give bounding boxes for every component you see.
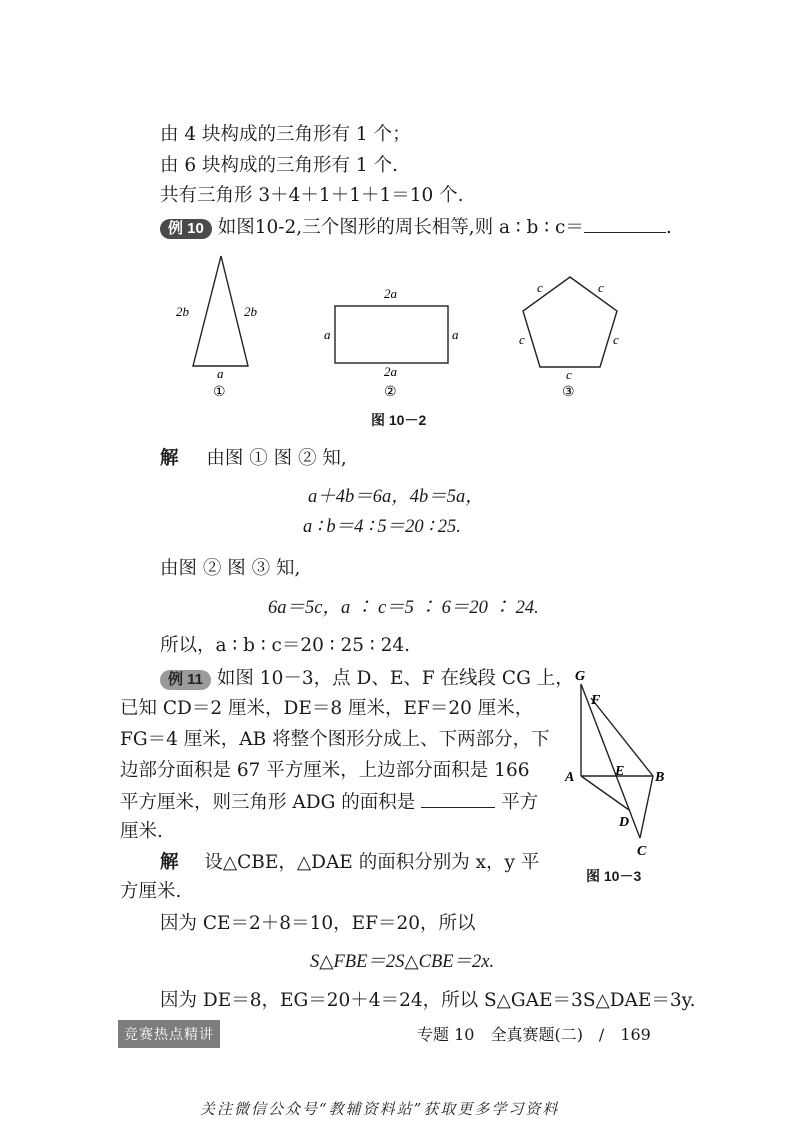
rectangle-shape	[335, 306, 448, 363]
watermark-note: 关注微信公众号“教辅资料站”获取更多学习资料	[200, 1100, 560, 1118]
point-label-c: C	[637, 844, 647, 859]
example-10-question	[160, 216, 672, 239]
solution-label: 解	[160, 448, 179, 469]
text-line: 所以，a ∶ b ∶ c＝20 ∶ 25 ∶ 24.	[160, 635, 411, 656]
example-badge: 例 10	[160, 219, 212, 239]
point-label-b: B	[655, 770, 665, 785]
figure-10-2	[160, 250, 640, 405]
label-pent-bottom: c	[566, 367, 572, 382]
segment-ad	[581, 776, 629, 810]
question-text: 如图10-2,三个图形的周长相等,则 a ∶ b ∶ c＝	[217, 217, 584, 238]
equation: a ∶ b＝4 ∶ 5＝20 ∶ 25.	[303, 517, 461, 537]
text-line: 由 4 块构成的三角形有 1 个；	[160, 124, 411, 145]
figure-10-3	[560, 660, 680, 860]
label-tri-base: a	[217, 366, 224, 381]
text-line: 共有三角形 3＋4＋1＋1＋1＝10 个.	[160, 185, 464, 206]
label-fig-2: ②	[384, 385, 397, 400]
equation: 6a＝5c，a ∶ c＝5 ∶ 6＝20 ∶ 24.	[268, 598, 539, 618]
label-tri-right: 2b	[244, 304, 257, 319]
label-fig-1: ①	[213, 385, 226, 400]
segment-bc	[640, 776, 653, 838]
label-pent-mr: c	[613, 332, 619, 347]
figure-caption: 图 10－3	[586, 868, 642, 884]
solution-label: 解	[160, 852, 179, 873]
label-pent-ml: c	[519, 332, 525, 347]
solution-11-line1	[160, 852, 539, 874]
label-rect-right: a	[452, 327, 459, 342]
text-line: 由 6 块构成的三角形有 1 个.	[160, 155, 398, 176]
solution-10-line1	[160, 448, 347, 470]
text-line: 边部分面积是 67 平方厘米，上边部分面积是 166	[120, 760, 530, 781]
text-line: 因为 DE＝8，EG＝20＋4＝24，所以 S△GAE＝3S△DAE＝3y.	[160, 990, 696, 1011]
question-text: 平方厘米，则三角形 ADG 的面积是	[120, 792, 416, 813]
example-badge: 例 11	[160, 670, 211, 690]
point-label-a: A	[565, 770, 575, 785]
text-line: 厘米.	[120, 821, 163, 842]
triangle-shape	[193, 256, 248, 366]
label-fig-3: ③	[562, 385, 575, 400]
label-rect-left: a	[324, 327, 331, 342]
answer-blank	[584, 216, 666, 233]
question-text: 如图 10－3，点 D、E、F 在线段 CG 上，	[216, 668, 574, 689]
page-footer: 专题 10 全真赛题(二) / 169	[417, 1025, 651, 1044]
answer-blank	[421, 791, 495, 808]
question-end: .	[665, 217, 672, 238]
text-line	[120, 791, 538, 814]
solution-text: 由图 ① 图 ② 知,	[206, 448, 347, 469]
solution-text: 设△CBE，△DAE 的面积分别为 x，y 平	[204, 852, 540, 873]
point-label-d: D	[619, 815, 630, 830]
text-line: FG＝4 厘米，AB 将整个图形分成上、下两部分，下	[120, 729, 550, 750]
figure-caption: 图 10－2	[371, 412, 427, 428]
label-rect-top: 2a	[384, 286, 397, 301]
point-label-e: E	[615, 764, 625, 779]
text-line: 已知 CD＝2 厘米，DE＝8 厘米，EF＝20 厘米，	[120, 698, 534, 719]
label-pent-tr: c	[598, 280, 604, 295]
text-line: 由图 ② 图 ③ 知,	[160, 558, 301, 579]
label-pent-tl: c	[537, 280, 543, 295]
text-line: 方厘米.	[120, 881, 182, 902]
label-rect-bottom: 2a	[384, 364, 397, 379]
question-text: 平方	[501, 792, 539, 813]
equation: S△FBE＝2S△CBE＝2x.	[310, 952, 495, 972]
section-tag: 竞赛热点精讲	[118, 1020, 220, 1048]
text-line: 因为 CE＝2＋8＝10，EF＝20，所以	[160, 913, 476, 934]
segment-gc	[581, 684, 640, 838]
point-label-f: F	[591, 693, 601, 708]
example-11-line1	[160, 668, 574, 690]
label-tri-left: 2b	[176, 304, 189, 319]
point-label-g: G	[575, 669, 586, 684]
equation: a＋4b＝6a，4b＝5a，	[308, 487, 484, 507]
